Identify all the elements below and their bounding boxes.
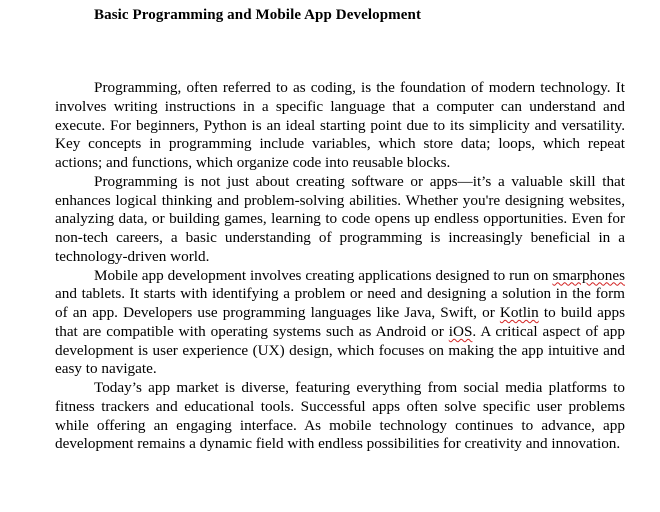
spelling-flagged-word[interactable]: iOS: [448, 322, 473, 340]
document-title: Basic Programming and Mobile App Development: [94, 7, 422, 23]
document-body: [55, 79, 625, 454]
spelling-flagged-word[interactable]: Kotlin: [499, 304, 539, 321]
paragraph-programming-intro: [55, 79, 625, 173]
paragraph-programming-value: [55, 173, 625, 267]
paragraph-text: Programming is not just about creating software or apps—it’s a valuable skill that enhances logical thinking and problem-solving abilities. Whether you're designing websites, analyzing data, or building games, learning to code opens up endless opportunities. Even for non-tech careers, a basic understanding of programming is increasingly beneficial in a technology-driven world.: [55, 172, 625, 265]
paragraph-mobile-dev: [55, 267, 625, 380]
paragraph-text: . A critical aspect of app development is user experience (UX) design, which focuses on making the app intuitive and easy to navigate.: [55, 322, 625, 378]
paragraph-text: Mobile app development involves creating applications designed to run on: [94, 266, 553, 284]
spelling-flagged-word[interactable]: smarphones: [552, 266, 625, 284]
paragraph-text: and tablets. It starts with identifying a problem or need and designing a solution in the form of an app. Developers use programming languages like Java, Swift, or: [55, 285, 625, 321]
paragraph-app-market: [55, 379, 625, 454]
paragraph-text: to build apps that are compatible with operating systems such as Android or: [55, 304, 626, 340]
paragraph-text: Programming, often referred to as coding, is the foundation of modern technology. It involves writing instructions in a specific language that a computer can understand and execute. For beginners, Python is an ideal starting point due to its simplicity and versatility. Key concepts in programming include variables, which store data; loops, which repeat actions; and functions, which organize code into reusable blocks.: [55, 79, 625, 171]
paragraph-text: Today’s app market is diverse, featuring everything from social media platforms to fitness trackers and educational tools. Successful apps often solve specific user problems while offering an engaging interface. As mobile technology continues to advance, app development remains a dynamic field with endless possibilities for creativity and innovation.: [55, 379, 625, 453]
